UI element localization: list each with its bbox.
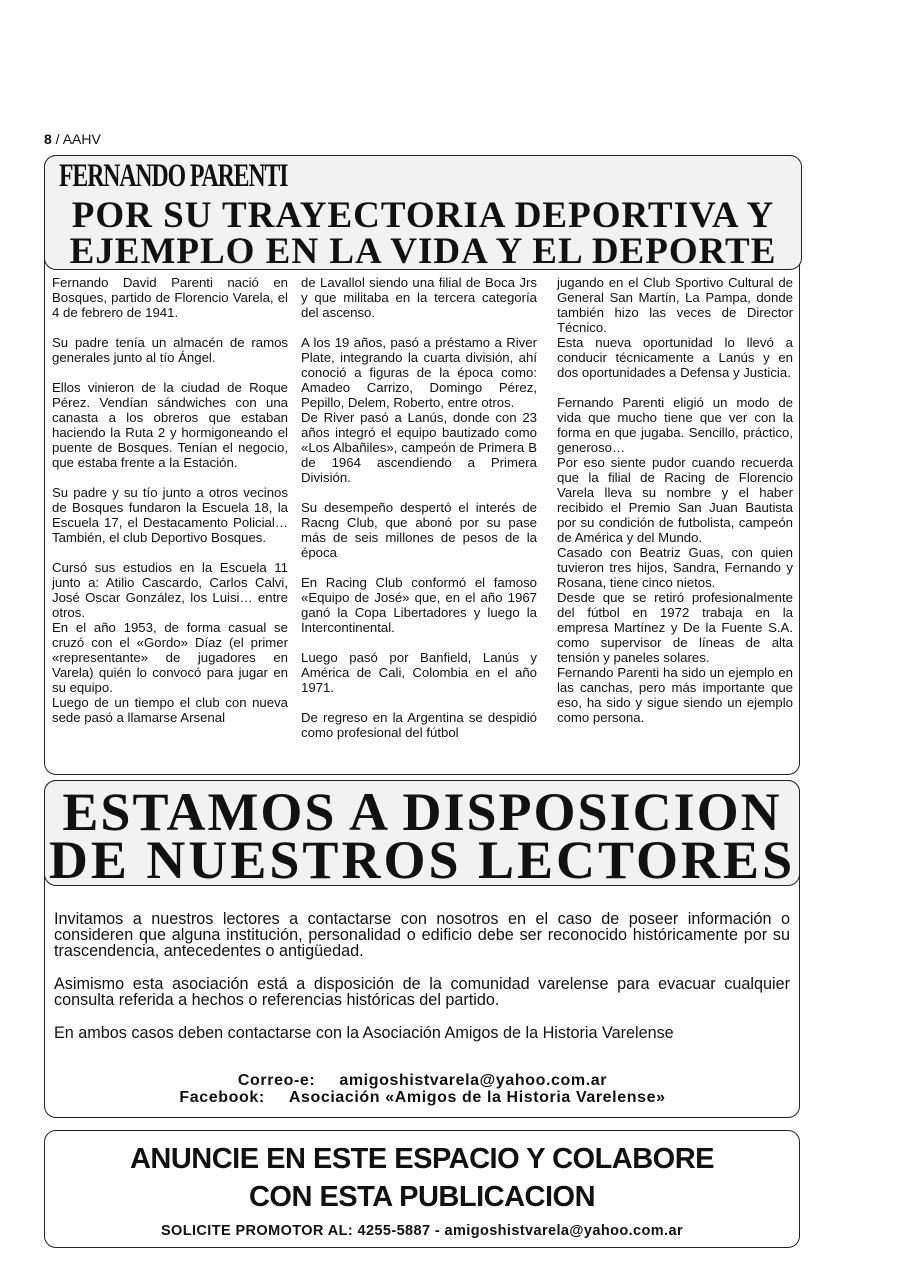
email-contact <box>0 1072 845 1090</box>
email-label: Correo-e: <box>237 1072 316 1089</box>
paragraph: Fernando David Parenti nació en Bosques, partido de Florencio Varela, el 4 de febrero de 1941. <box>52 275 288 320</box>
paragraph: En el año 1953, de forma casual se cruzó con el «Gordo» Díaz (el primer «representante» de jugadores en Varela) quién lo convocó para jugar en su equipo. <box>52 620 288 695</box>
paragraph: Luego de un tiempo el club con nueva sede pasó a llamarse Arsenal <box>52 695 288 725</box>
paragraph: Fernando Parenti eligió un modo de vida que mucho tiene que ver con la forma en que jugaba. Sencillo, práctico, generoso… <box>557 395 793 455</box>
paragraph: Fernando Parenti ha sido un ejemplo en las canchas, pero más importante que eso, ha sido y sigue siendo un ejemplo como persona. <box>557 665 793 725</box>
article-body <box>52 275 796 770</box>
header-separator: / <box>51 131 63 147</box>
paragraph: Invitamos a nuestros lectores a contactarse con nosotros en el caso de poseer información o consideren que alguna institución, personalidad o edificio debe ser reconocido históricamente por su trascendencia, antecedentes o antigüedad. <box>54 910 790 960</box>
page-header <box>44 131 101 147</box>
article-column-1 <box>52 275 288 725</box>
paragraph: Ellos vinieron de la ciudad de Roque Pérez. Vendían sándwiches con una canasta a los obreros que estaban haciendo la Ruta 2 y hormigoneando el puente de Bosques. Tenían el negocio, que estaba frente a la Estación. <box>52 380 288 470</box>
paragraph: Desde que se retiró profesionalmente del fútbol en 1972 trabaja en la empresa Martínez y De la Fuente S.A. como supervisor de líneas de alta tensión y paneles solares. <box>557 590 793 665</box>
paragraph: Su padre y su tío junto a otros vecinos de Bosques fundaron la Escuela 18, la Escuela 17, el Destacamento Policial… También, el club Deportivo Bosques. <box>52 485 288 545</box>
ad-frame <box>44 1130 800 1248</box>
paragraph: Por eso siente pudor cuando recuerda que la filial de Racing de Florencio Varela lleva su nombre y el haber recibido el Premio San Juan Bautista por su condición de futbolista, campeón de América y del Mundo. <box>557 455 793 545</box>
facebook-contact <box>0 1089 845 1107</box>
ad-contact: SOLICITE PROMOTOR AL: 4255-5887 - amigoshistvarela@yahoo.com.ar <box>160 1223 683 1239</box>
page-number: 8 <box>44 131 52 147</box>
article-kicker: FERNANDO PARENTI <box>59 158 288 194</box>
paragraph: Casado con Beatriz Guas, con quien tuvieron tres hijos, Sandra, Fernando y Rosana, tiene cinco nietos. <box>557 545 793 590</box>
readers-title-line2: DE NUESTROS LECTORES <box>48 830 796 890</box>
article-headline-line2: EJEMPLO EN LA VIDA Y EL DEPORTE <box>69 231 777 272</box>
ad-headline-line1: ANUNCIE EN ESTE ESPACIO Y COLABORE <box>129 1143 715 1175</box>
paragraph: En ambos casos deben contactarse con la Asociación Amigos de la Historia Varelense <box>54 1024 674 1042</box>
publication-name: AAHV <box>62 131 101 147</box>
email-link[interactable]: amigoshistvarela@yahoo.com.ar <box>339 1072 608 1089</box>
paragraph: En Racing Club conformó el famoso «Equipo de José» que, en el año 1967 ganó la Copa Libertadores y luego la Intercontinental. <box>301 575 537 635</box>
paragraph: Cursó sus estudios en la Escuela 11 junto a: Atilio Cascardo, Carlos Calvi, José Oscar González, los Luisi… entre otros. <box>52 560 288 620</box>
facebook-link[interactable]: Asociación «Amigos de la Historia Varelense» <box>288 1089 666 1106</box>
paragraph: Asimismo esta asociación está a disposición de la comunidad varelense para evacuar cualquier consulta referida a hechos o referencias históricas del partido. <box>54 975 790 1009</box>
paragraph: Esta nueva oportunidad lo llevó a conducir técnicamente a Lanús y en dos oportunidades a Defensa y Justicia. <box>557 335 793 380</box>
paragraph: de Lavallol siendo una filial de Boca Jrs y que militaba en la tercera categoría del ascenso. <box>301 275 537 320</box>
article-title-box <box>44 155 802 270</box>
facebook-label: Facebook: <box>179 1089 265 1106</box>
readers-title-line1: ESTAMOS A DISPOSICION <box>62 782 782 842</box>
paragraph: Luego pasó por Banfield, Lanús y América de Cali, Colombia en el año 1971. <box>301 650 537 695</box>
ad-headline-line2: CON ESTA PUBLICACION <box>248 1181 596 1213</box>
readers-body <box>54 911 790 1058</box>
paragraph: jugando en el Club Sportivo Cultural de General San Martín, La Pampa, donde también hizo las veces de Director Técnico. <box>557 275 793 335</box>
readers-title-box <box>44 780 800 890</box>
paragraph: Su padre tenía un almacén de ramos generales junto al tío Ángel. <box>52 335 288 365</box>
paragraph: De regreso en la Argentina se despidió como profesional del fútbol <box>301 710 537 740</box>
article-column-2 <box>301 275 537 740</box>
article-headline-line1: POR SU TRAYECTORIA DEPORTIVA Y <box>71 195 775 236</box>
paragraph: A los 19 años, pasó a préstamo a River Plate, integrando la cuarta división, ahí conoció a figuras de la época como: Amadeo Carrizo, Domingo Pérez, Pepillo, Delem, Roberto, entre otros. <box>301 335 537 410</box>
paragraph: Su desempeño despertó el interés de Racng Club, que abonó por su pase más de seis millones de pesos de la época <box>301 500 537 560</box>
article-column-3 <box>557 275 793 725</box>
paragraph: De River pasó a Lanús, donde con 23 años integró el equipo bautizado como «Los Albañiles», campeón de Primera B de 1964 ascendiendo a Primera División. <box>301 410 537 485</box>
